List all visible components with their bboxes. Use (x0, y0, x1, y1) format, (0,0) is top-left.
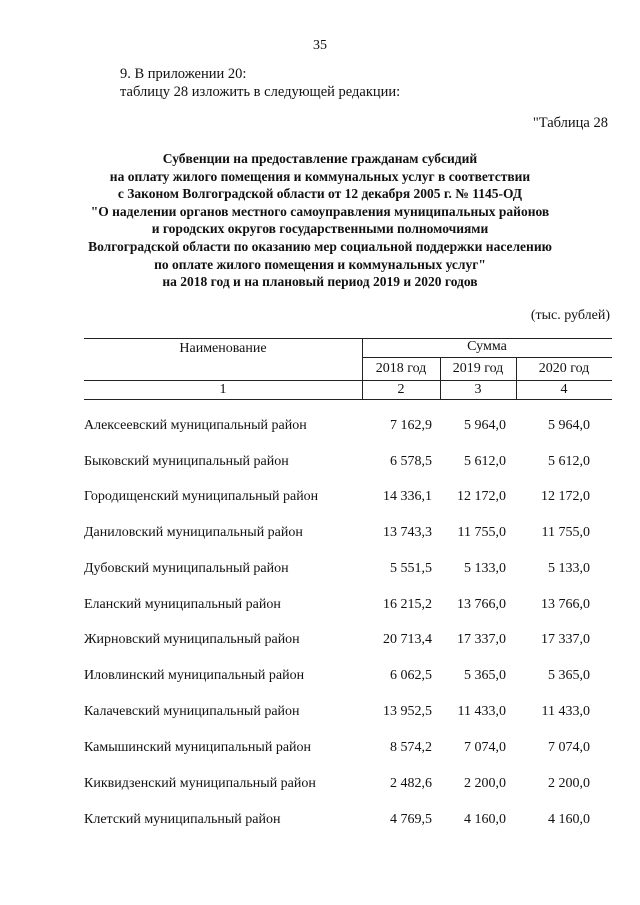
header-years-rule (84, 380, 612, 381)
title-line: с Законом Волгоградской области от 12 декабря 2005 г. № 1145-ОД (117, 186, 523, 202)
table-row (0, 812, 640, 832)
row-value-2020: 5 133,0 (548, 561, 590, 576)
table-row (0, 776, 640, 796)
row-value-2018: 13 952,5 (383, 704, 432, 719)
row-value-2019: 17 337,0 (457, 632, 506, 647)
row-value-2019: 12 172,0 (457, 489, 506, 504)
table-row (0, 525, 640, 545)
title-line: на оплату жилого помещения и коммунальных услуг в соответствии (109, 168, 531, 184)
header-year: 2020 год (538, 361, 590, 376)
row-value-2020: 11 755,0 (541, 525, 590, 540)
row-value-2020: 12 172,0 (541, 489, 590, 504)
row-value-2018: 16 215,2 (383, 597, 432, 612)
row-value-2019: 11 433,0 (457, 704, 506, 719)
row-value-2018: 5 551,5 (390, 561, 432, 576)
row-value-2019: 5 964,0 (464, 418, 506, 433)
row-value-2018: 13 743,3 (383, 525, 432, 540)
title-line: и городских округов государственными полномочиями (151, 221, 489, 237)
col-number: 1 (219, 382, 227, 397)
row-name: Алексеевский муниципальный район (84, 418, 307, 433)
row-name: Иловлинский муниципальный район (84, 668, 305, 683)
row-name: Еланский муниципальный район (84, 597, 281, 612)
row-value-2018: 8 574,2 (390, 740, 432, 755)
row-value-2019: 5 365,0 (464, 668, 506, 683)
row-value-2018: 6 062,5 (390, 668, 432, 683)
row-value-2018: 2 482,6 (390, 776, 432, 791)
row-value-2018: 20 713,4 (383, 632, 432, 647)
header-year: 2019 год (452, 361, 504, 376)
col-number: 3 (474, 382, 482, 397)
row-value-2020: 4 160,0 (548, 812, 590, 827)
row-name: Городищенский муниципальный район (84, 489, 319, 504)
row-value-2019: 11 755,0 (457, 525, 506, 540)
row-value-2019: 4 160,0 (464, 812, 506, 827)
header-name: Наименование (179, 341, 267, 356)
table-row (0, 704, 640, 724)
row-name: Дубовский муниципальный район (84, 561, 289, 576)
row-value-2020: 7 074,0 (548, 740, 590, 755)
col-number: 4 (560, 382, 568, 397)
row-value-2020: 2 200,0 (548, 776, 590, 791)
title-line: Субвенции на предоставление гражданам субсидий (162, 151, 478, 166)
header-year: 2018 год (375, 361, 427, 376)
row-name: Быковский муниципальный район (84, 454, 289, 469)
row-value-2020: 13 766,0 (541, 597, 590, 612)
page-number: 35 (313, 38, 327, 53)
row-value-2020: 5 365,0 (548, 668, 590, 683)
row-value-2019: 5 612,0 (464, 454, 506, 469)
table-row (0, 668, 640, 688)
intro-line-2: таблицу 28 изложить в следующей редакции: (120, 84, 401, 100)
row-value-2020: 17 337,0 (541, 632, 590, 647)
row-name: Киквидзенский муниципальный район (84, 776, 316, 791)
table-row (0, 454, 640, 474)
header-sum-rule (362, 357, 612, 358)
col-number: 2 (397, 382, 405, 397)
table-row (0, 418, 640, 438)
row-value-2019: 13 766,0 (457, 597, 506, 612)
units-label: (тыс. рублей) (530, 308, 610, 323)
title-line: на 2018 год и на плановый период 2019 и 2020 годов (162, 274, 478, 290)
row-value-2018: 6 578,5 (390, 454, 432, 469)
row-value-2019: 2 200,0 (464, 776, 506, 791)
table-row (0, 740, 640, 760)
table-row (0, 632, 640, 652)
table-row (0, 561, 640, 581)
row-name: Клетский муниципальный район (84, 812, 281, 827)
title-line: по оплате жилого помещения и коммунальных услуг" (154, 256, 486, 272)
row-value-2018: 7 162,9 (390, 418, 432, 433)
row-value-2020: 5 612,0 (548, 454, 590, 469)
row-value-2018: 4 769,5 (390, 812, 432, 827)
row-value-2020: 5 964,0 (548, 418, 590, 433)
row-value-2019: 5 133,0 (464, 561, 506, 576)
title-line: Волгоградской области по оказанию мер социальной поддержки населению (88, 238, 552, 254)
row-name: Калачевский муниципальный район (84, 704, 300, 719)
row-name: Жирновский муниципальный район (84, 632, 300, 647)
row-name: Камышинский муниципальный район (84, 740, 312, 755)
document-title (0, 150, 640, 291)
intro-line-1: 9. В приложении 20: (120, 66, 247, 82)
table-row (0, 489, 640, 509)
header-sum: Сумма (467, 339, 507, 354)
title-line: "О наделении органов местного самоуправления муниципальных районов (90, 203, 550, 219)
table-row (0, 597, 640, 617)
header-bottom-rule (84, 399, 612, 400)
table-label: "Таблица 28 (532, 115, 608, 131)
row-value-2018: 14 336,1 (383, 489, 432, 504)
row-value-2019: 7 074,0 (464, 740, 506, 755)
row-name: Даниловский муниципальный район (84, 525, 303, 540)
row-value-2020: 11 433,0 (541, 704, 590, 719)
